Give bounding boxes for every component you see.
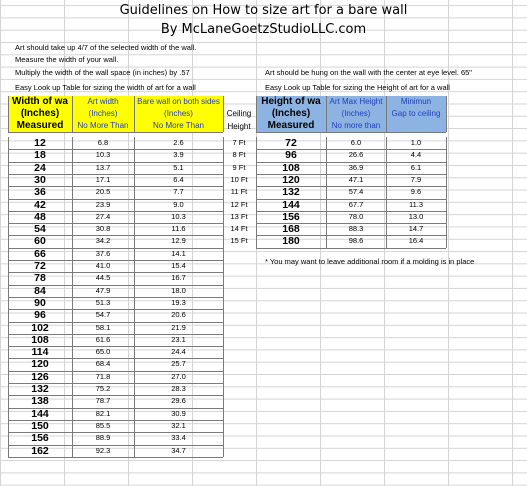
art-max-height-value[interactable]: 98.6: [348, 236, 364, 246]
width-header-cell[interactable]: (Inches): [8, 108, 72, 120]
wall-height-value[interactable]: 180: [282, 235, 300, 248]
art-width-value[interactable]: 17.1: [95, 174, 111, 184]
grid-line: [386, 96, 387, 132]
note-cell[interactable]: Easy Look up Table for sizing the width of art for a wall: [15, 83, 196, 92]
art-width-value[interactable]: 41.0: [95, 261, 111, 270]
art-width-value[interactable]: 68.4: [95, 359, 111, 369]
art-width-value[interactable]: 65.0: [95, 347, 111, 357]
ceiling-height-value[interactable]: 15 Ft: [230, 236, 248, 246]
min-gap-header-cell[interactable]: Minimun: [386, 96, 446, 108]
art-width-value[interactable]: 27.4: [95, 211, 111, 221]
min-gap-value[interactable]: 4.4: [410, 150, 422, 160]
art-max-height-value[interactable]: 6.0: [350, 138, 362, 147]
grid-line: [134, 137, 135, 457]
bare-wall-value[interactable]: 6.4: [173, 174, 184, 184]
art-width-header-cell[interactable]: Art width: [72, 96, 134, 108]
art-width-value[interactable]: 13.7: [95, 162, 111, 172]
bare-wall-value[interactable]: 32.1: [171, 420, 186, 430]
grid-line: [8, 457, 223, 458]
bare-wall-value[interactable]: 5.1: [173, 162, 184, 172]
grid-line: [8, 96, 9, 132]
bare-wall-value[interactable]: 23.1: [171, 334, 186, 344]
note-cell[interactable]: Measure the width of your wall.: [15, 55, 119, 64]
bare-wall-value[interactable]: 19.3: [171, 297, 186, 307]
grid-line: [72, 137, 73, 457]
wall-width-value[interactable]: 48: [34, 210, 46, 223]
art-width-value[interactable]: 78.7: [95, 396, 111, 406]
art-max-height-value[interactable]: 47.1: [348, 174, 364, 184]
art-width-value[interactable]: 6.8: [97, 138, 109, 147]
grid-line: [446, 96, 447, 132]
bare-wall-value[interactable]: 3.9: [173, 150, 184, 160]
art-max-height-value[interactable]: 36.9: [348, 162, 364, 172]
ceiling-height-value[interactable]: 9 Ft: [232, 162, 246, 172]
wall-height-value[interactable]: 132: [282, 186, 300, 199]
ceiling-height-value[interactable]: 11 Ft: [230, 187, 248, 197]
note-cell[interactable]: Easy Look up Table for sizing the Height of art for a wall: [265, 83, 450, 92]
grid-line: [8, 137, 9, 457]
ceiling-height-value[interactable]: 13 Ft: [230, 211, 248, 221]
min-gap-value[interactable]: 14.7: [408, 224, 424, 234]
ceiling-height-value[interactable]: 14 Ft: [230, 224, 248, 234]
bare-wall-value[interactable]: 27.0: [171, 371, 186, 381]
bare-wall-value[interactable]: 12.9: [171, 236, 186, 246]
wall-width-value[interactable]: 102: [31, 321, 49, 334]
art-width-value[interactable]: 47.9: [95, 285, 111, 295]
note-cell[interactable]: Art should be hung on the wall with the center at eye level. 65": [265, 68, 472, 77]
art-max-height-value[interactable]: 26.6: [348, 150, 364, 160]
grid-line: [134, 96, 135, 132]
art-max-height-header-cell[interactable]: (Inches): [326, 108, 386, 120]
bare-wall-value[interactable]: 24.4: [171, 347, 186, 357]
art-width-header-cell[interactable]: (Inches): [72, 108, 134, 120]
wall-width-value[interactable]: 96: [34, 309, 46, 322]
wall-height-value[interactable]: 156: [282, 210, 300, 223]
art-width-value[interactable]: 34.2: [95, 236, 111, 246]
wall-width-value[interactable]: 30: [34, 173, 46, 186]
wall-width-value[interactable]: 60: [34, 235, 46, 248]
grid-line: [256, 96, 257, 132]
bare-wall-value[interactable]: 2.6: [173, 138, 184, 147]
art-width-value[interactable]: 23.9: [95, 199, 111, 209]
wall-height-value[interactable]: 108: [282, 161, 300, 174]
bare-wall-value[interactable]: 9.0: [173, 199, 184, 209]
bare-wall-value[interactable]: 15.4: [171, 261, 186, 270]
bare-wall-value[interactable]: 16.7: [171, 273, 186, 283]
min-gap-value[interactable]: 6.1: [410, 162, 422, 172]
wall-width-value[interactable]: 12: [34, 137, 46, 149]
wall-width-value[interactable]: 54: [34, 223, 46, 236]
wall-width-value[interactable]: 156: [31, 432, 49, 445]
art-width-value[interactable]: 10.3: [95, 150, 111, 160]
grid-line: [8, 132, 223, 133]
ceiling-height-value[interactable]: 8 Ft: [232, 150, 246, 160]
art-width-value[interactable]: 61.6: [95, 334, 111, 344]
ceiling-header[interactable]: Height: [227, 122, 251, 131]
bare-wall-value[interactable]: 33.4: [171, 433, 186, 443]
wall-width-value[interactable]: 150: [31, 419, 49, 432]
bare-wall-value[interactable]: 11.6: [171, 224, 186, 234]
min-gap-value[interactable]: 9.6: [410, 187, 422, 197]
grid-line: [256, 137, 257, 248]
min-gap-value[interactable]: 7.9: [410, 174, 422, 184]
bare-wall-value[interactable]: 20.6: [171, 310, 186, 320]
wall-width-value[interactable]: 120: [31, 358, 49, 371]
grid-line: [446, 137, 447, 248]
art-width-value[interactable]: 58.1: [95, 322, 111, 332]
note-cell[interactable]: Multiply the width of the wall space (in inches) by .57: [15, 68, 190, 77]
ceiling-header[interactable]: Ceiling: [226, 109, 252, 118]
art-max-height-value[interactable]: 57.4: [348, 187, 364, 197]
art-max-height-value[interactable]: 78.0: [348, 211, 364, 221]
page-subtitle: By McLaneGoetzStudioLLC.com: [160, 22, 367, 37]
height-header-cell[interactable]: Height of wa: [256, 96, 326, 108]
art-width-value[interactable]: 51.3: [95, 297, 111, 307]
bare-wall-value[interactable]: 18.0: [171, 285, 186, 295]
art-width-value[interactable]: 37.6: [95, 248, 111, 258]
bare-wall-header-cell[interactable]: Bare wall on both sides: [134, 96, 223, 108]
art-width-value[interactable]: 44.5: [95, 273, 111, 283]
wall-width-value[interactable]: 162: [31, 444, 49, 457]
min-gap-value[interactable]: 13.0: [408, 211, 424, 221]
bare-wall-value[interactable]: 21.9: [171, 322, 186, 332]
wall-width-value[interactable]: 36: [34, 186, 46, 199]
height-header-cell[interactable]: (Inches): [256, 108, 326, 120]
ceiling-height-value[interactable]: 12 Ft: [230, 199, 248, 209]
bare-wall-value[interactable]: 14.1: [171, 248, 186, 258]
bare-wall-header-cell[interactable]: No More Than: [134, 120, 223, 132]
page-title: Guidelines on How to size art for a bare wall: [119, 3, 408, 18]
grid-line: [386, 137, 387, 248]
art-max-height-header-cell[interactable]: Art Max Height: [326, 96, 386, 108]
bare-wall-value[interactable]: 10.3: [171, 211, 186, 221]
wall-width-value[interactable]: 78: [34, 272, 46, 285]
wall-width-value[interactable]: 24: [34, 161, 46, 174]
art-max-height-value[interactable]: 67.7: [348, 199, 364, 209]
wall-width-value[interactable]: 84: [34, 284, 46, 297]
art-width-value[interactable]: 30.8: [95, 224, 111, 234]
bare-wall-value[interactable]: 28.3: [171, 384, 186, 393]
wall-width-value[interactable]: 144: [31, 407, 49, 420]
bare-wall-value[interactable]: 25.7: [171, 359, 186, 369]
wall-width-value[interactable]: 108: [31, 333, 49, 346]
wall-height-value[interactable]: 72: [285, 137, 297, 149]
bare-wall-value[interactable]: 29.6: [171, 396, 186, 406]
art-width-header-cell[interactable]: No More Than: [72, 120, 134, 132]
bare-wall-value[interactable]: 34.7: [171, 445, 186, 455]
min-gap-value[interactable]: 16.4: [408, 236, 424, 246]
grid-line: [256, 132, 446, 133]
wall-width-value[interactable]: 132: [31, 383, 49, 395]
min-gap-header-cell[interactable]: [386, 120, 446, 132]
art-width-value[interactable]: 54.7: [95, 310, 111, 320]
grid-line: [326, 137, 327, 248]
art-max-height-value[interactable]: 88.3: [348, 224, 364, 234]
grid-line: [256, 248, 446, 249]
art-width-value[interactable]: 82.1: [95, 408, 111, 418]
bare-wall-value[interactable]: 30.9: [171, 408, 186, 418]
wall-width-value[interactable]: 138: [31, 395, 49, 408]
wall-height-value[interactable]: 96: [285, 149, 297, 162]
art-max-height-header-cell[interactable]: No more than: [326, 120, 386, 132]
art-width-value[interactable]: 71.8: [95, 371, 111, 381]
bare-wall-header-cell[interactable]: (Inches): [134, 108, 223, 120]
wall-width-value[interactable]: 72: [34, 260, 46, 272]
width-header-cell[interactable]: Width of wa: [8, 96, 72, 108]
art-width-value[interactable]: 92.3: [95, 445, 111, 455]
min-gap-header-cell[interactable]: Gap to ceiling: [386, 108, 446, 120]
wall-width-value[interactable]: 90: [34, 296, 46, 309]
wall-width-value[interactable]: 66: [34, 247, 46, 260]
wall-height-value[interactable]: 168: [282, 223, 300, 236]
ceiling-height-value[interactable]: 7 Ft: [232, 138, 246, 147]
wall-width-value[interactable]: 18: [34, 149, 46, 162]
grid-line: [326, 96, 327, 132]
wall-width-value[interactable]: 114: [31, 346, 49, 359]
bare-wall-value[interactable]: 7.7: [173, 187, 184, 197]
ceiling-height-value[interactable]: 10 Ft: [230, 174, 248, 184]
wall-height-value[interactable]: 120: [282, 173, 300, 186]
art-width-value[interactable]: 88.9: [95, 433, 111, 443]
wall-height-value[interactable]: 144: [282, 198, 300, 211]
footnote[interactable]: * You may want to leave additional room if a molding is in place: [265, 257, 475, 266]
grid-line: [72, 96, 73, 132]
art-width-value[interactable]: 20.5: [95, 187, 111, 197]
width-header-cell[interactable]: Measured: [8, 120, 72, 132]
note-cell[interactable]: Art should take up 4/7 of the selected width of the wall.: [15, 43, 197, 52]
min-gap-value[interactable]: 1.0: [410, 138, 422, 147]
wall-width-value[interactable]: 126: [31, 370, 49, 383]
height-header-cell[interactable]: Measured: [256, 120, 326, 132]
min-gap-value[interactable]: 11.3: [408, 199, 424, 209]
art-width-value[interactable]: 75.2: [95, 384, 111, 393]
wall-width-value[interactable]: 42: [34, 198, 46, 211]
art-width-value[interactable]: 85.5: [95, 420, 111, 430]
